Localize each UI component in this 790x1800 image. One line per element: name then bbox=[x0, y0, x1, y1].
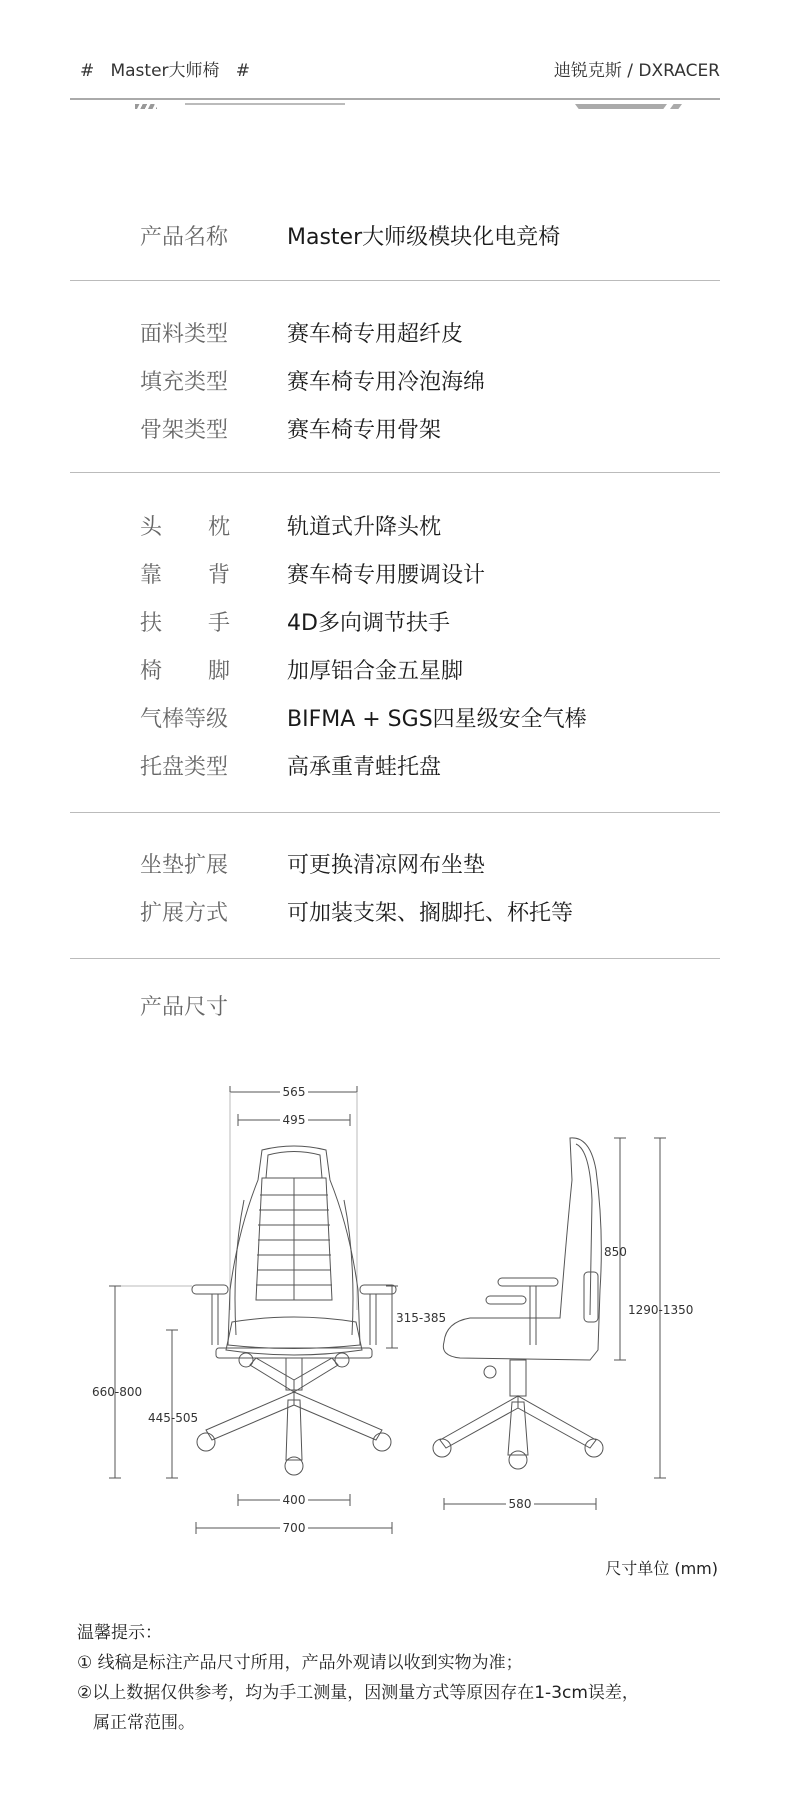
sizes-title: 产品尺寸 bbox=[140, 995, 229, 1020]
spec-value: 可更换清凉网布坐垫 bbox=[287, 853, 486, 878]
spec-row-armrest bbox=[0, 606, 790, 636]
section-divider bbox=[70, 280, 720, 281]
tips-line-2: ②以上数据仅供参考，均为手工测量，因测量方式等原因存在1-3cm误差， bbox=[77, 1683, 639, 1703]
dim-width-495: 495 bbox=[282, 1113, 306, 1127]
spec-value: 4D多向调节扶手 bbox=[287, 611, 450, 636]
header-left-title: # Master大师椅 # bbox=[80, 61, 250, 81]
tips-block bbox=[77, 1618, 639, 1738]
dim-seat-height: 445-505 bbox=[148, 1411, 199, 1425]
header-brand: 迪锐克斯 / DXRACER bbox=[553, 61, 720, 81]
spec-row-gas-lift bbox=[0, 702, 790, 732]
dim-arm-floor-height: 660-800 bbox=[92, 1385, 143, 1399]
spec-label: 扩展方式 bbox=[140, 901, 229, 926]
section-divider bbox=[70, 812, 720, 813]
section-divider bbox=[70, 958, 720, 959]
spec-label: 椅 脚 bbox=[140, 659, 230, 684]
spec-value: 高承重青蛙托盘 bbox=[287, 755, 442, 780]
header-decoration-bar bbox=[575, 104, 667, 109]
dim-depth-580: 580 bbox=[508, 1497, 532, 1511]
spec-value: 赛车椅专用骨架 bbox=[287, 418, 442, 443]
spec-label: 气棒等级 bbox=[140, 707, 229, 732]
spec-label: 产品名称 bbox=[140, 225, 229, 250]
spec-value: 赛车椅专用冷泡海绵 bbox=[287, 370, 486, 395]
dim-base-width-700: 700 bbox=[282, 1521, 306, 1535]
unit-note: 尺寸单位 (mm) bbox=[605, 1559, 718, 1578]
dim-seat-width-400: 400 bbox=[282, 1493, 306, 1507]
spec-label: 靠 背 bbox=[140, 563, 230, 588]
spec-value: 加厚铝合金五星脚 bbox=[287, 659, 464, 684]
dim-total-height: 1290-1350 bbox=[628, 1303, 694, 1317]
spec-value: 轨道式升降头枕 bbox=[287, 515, 442, 540]
dim-armrest-height: 315-385 bbox=[396, 1311, 447, 1325]
spec-value: 赛车椅专用腰调设计 bbox=[287, 563, 486, 588]
spec-value: Master大师级模块化电竞椅 bbox=[287, 225, 561, 250]
spec-row-filling bbox=[0, 365, 790, 395]
spec-row-fabric bbox=[0, 317, 790, 347]
spec-row-headrest bbox=[0, 510, 790, 540]
spec-value: 赛车椅专用超纤皮 bbox=[287, 322, 464, 347]
spec-row-extension bbox=[0, 896, 790, 926]
chair-dimension-diagram bbox=[0, 1060, 790, 1550]
header-decoration-stripes bbox=[135, 104, 157, 109]
spec-row-frame bbox=[0, 413, 790, 443]
spec-value: BIFMA + SGS四星级安全气棒 bbox=[287, 707, 587, 732]
spec-label: 骨架类型 bbox=[140, 418, 229, 443]
spec-label: 面料类型 bbox=[140, 322, 229, 347]
spec-row-product-name bbox=[0, 220, 790, 250]
tips-title: 温馨提示： bbox=[77, 1623, 162, 1643]
spec-label: 填充类型 bbox=[140, 370, 229, 395]
tips-line-3: 属正常范围。 bbox=[93, 1713, 195, 1733]
header-decoration-line bbox=[185, 103, 345, 105]
section-divider bbox=[70, 472, 720, 473]
dim-backrest-height-850: 850 bbox=[604, 1245, 627, 1259]
spec-label: 头 枕 bbox=[140, 515, 230, 540]
spec-row-cushion bbox=[0, 848, 790, 878]
dim-width-565: 565 bbox=[282, 1085, 306, 1099]
spec-label: 托盘类型 bbox=[140, 755, 229, 780]
header-divider bbox=[70, 98, 720, 100]
spec-row-backrest bbox=[0, 558, 790, 588]
spec-row-tray bbox=[0, 750, 790, 780]
spec-label: 扶 手 bbox=[140, 611, 230, 636]
tips-line-1: ① 线稿是标注产品尺寸所用，产品外观请以收到实物为准； bbox=[77, 1653, 523, 1673]
header-decoration-slash bbox=[670, 104, 682, 109]
spec-row-base bbox=[0, 654, 790, 684]
spec-value: 可加装支架、搁脚托、杯托等 bbox=[287, 901, 574, 926]
spec-label: 坐垫扩展 bbox=[140, 853, 229, 878]
